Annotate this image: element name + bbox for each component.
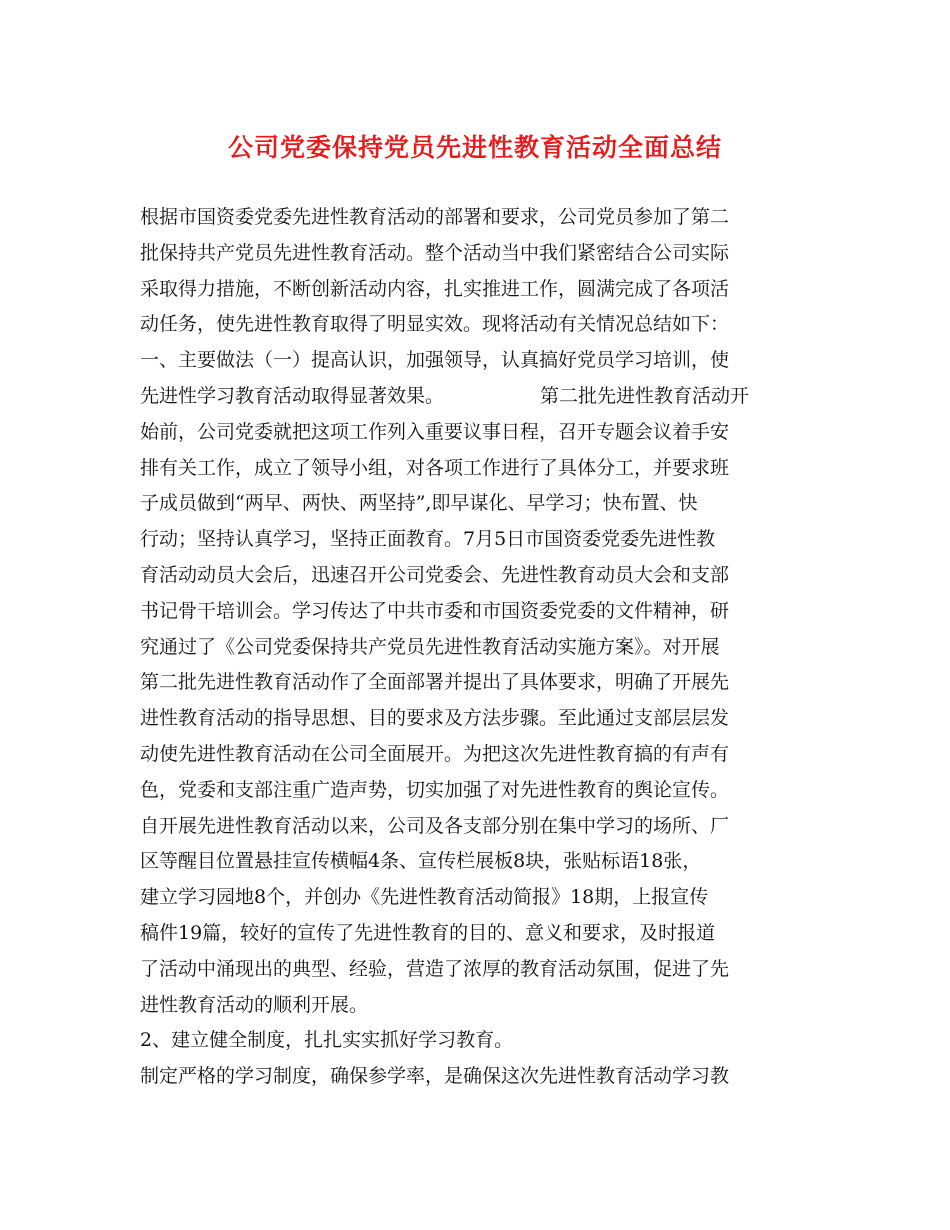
body-line: 自开展先进性教育活动以来，公司及各支部分别在集中学习的场所、厂 [140,814,730,837]
body-line: 动使先进性教育活动在公司全面展开。为把这次先进性教育搞的有声有 [140,742,730,765]
body-line: 根据市国资委党委先进性教育活动的部署和要求，公司党员参加了第二 [140,206,730,228]
body-line-start: 先进性学习教育活动取得显著效果。 [140,384,445,407]
body-line: 建立学习园地8个，并创办《先进性教育活动简报》18期，上报宣传 [140,886,709,909]
body-line: 子成员做到“两早、两快、两坚持”,即早谋化、早学习；快布置、快 [140,492,698,515]
body-line: 了活动中涌现出的典型、经验，营造了浓厚的教育活动氛围，促进了先 [140,957,730,980]
body-line: 区等醒目位置悬挂宣传横幅4条、宣传栏展板8块，张贴标语18张， [140,850,702,873]
body-line: 稿件19篇，较好的宣传了先进性教育的目的、意义和要求，及时报道 [140,921,716,944]
body-line: 进性教育活动的指导思想、目的要求及方法步骤。至此通过支部层层发 [140,707,730,730]
body-line: 批保持共产党员先进性教育活动。整个活动当中我们紧密结合公司实际 [140,241,730,264]
body-line: 始前，公司党委就把这项工作列入重要议事日程，召开专题会议着手安 [140,420,730,443]
document-title: 公司党委保持党员先进性教育活动全面总结 [227,133,722,162]
body-line: 进性教育活动的顺利开展。 [140,993,369,1016]
section-heading: 2、建立健全制度，扎扎实实抓好学习教育。 [140,1029,514,1052]
body-line: 究通过了《公司党委保持共产党员先进性教育活动实施方案》。对开展 [140,635,720,658]
body-line: 排有关工作，成立了领导小组，对各项工作进行了具体分工，并要求班 [140,456,730,479]
body-line-end: 第二批先进性教育活动开 [540,384,750,407]
document-body [140,200,820,1095]
body-line: 行动；坚持认真学习，坚持正面教育。7月5日市国资委党委先进性教 [140,528,716,551]
body-line-with-gap [140,379,820,415]
body-line: 制定严格的学习制度，确保参学率，是确保这次先进性教育活动学习教 [140,1065,730,1088]
body-line: 第二批先进性教育活动作了全面部署并提出了具体要求，明确了开展先 [140,671,730,694]
body-line: 动任务，使先进性教育取得了明显实效。现将活动有关情况总结如下： [140,313,730,336]
body-line: 书记骨干培训会。学习传达了中共市委和市国资委党委的文件精神，研 [140,599,730,622]
body-line: 采取得力措施，不断创新活动内容，扎实推进工作，圆满完成了各项活 [140,277,730,300]
body-line: 育活动动员大会后，迅速召开公司党委会、先进性教育动员大会和支部 [140,563,730,586]
body-line: 一、主要做法（一）提高认识，加强领导，认真搞好党员学习培训，使 [140,349,730,372]
body-line: 色，党委和支部注重广造声势，切实加强了对先进性教育的舆论宣传。 [140,778,730,801]
